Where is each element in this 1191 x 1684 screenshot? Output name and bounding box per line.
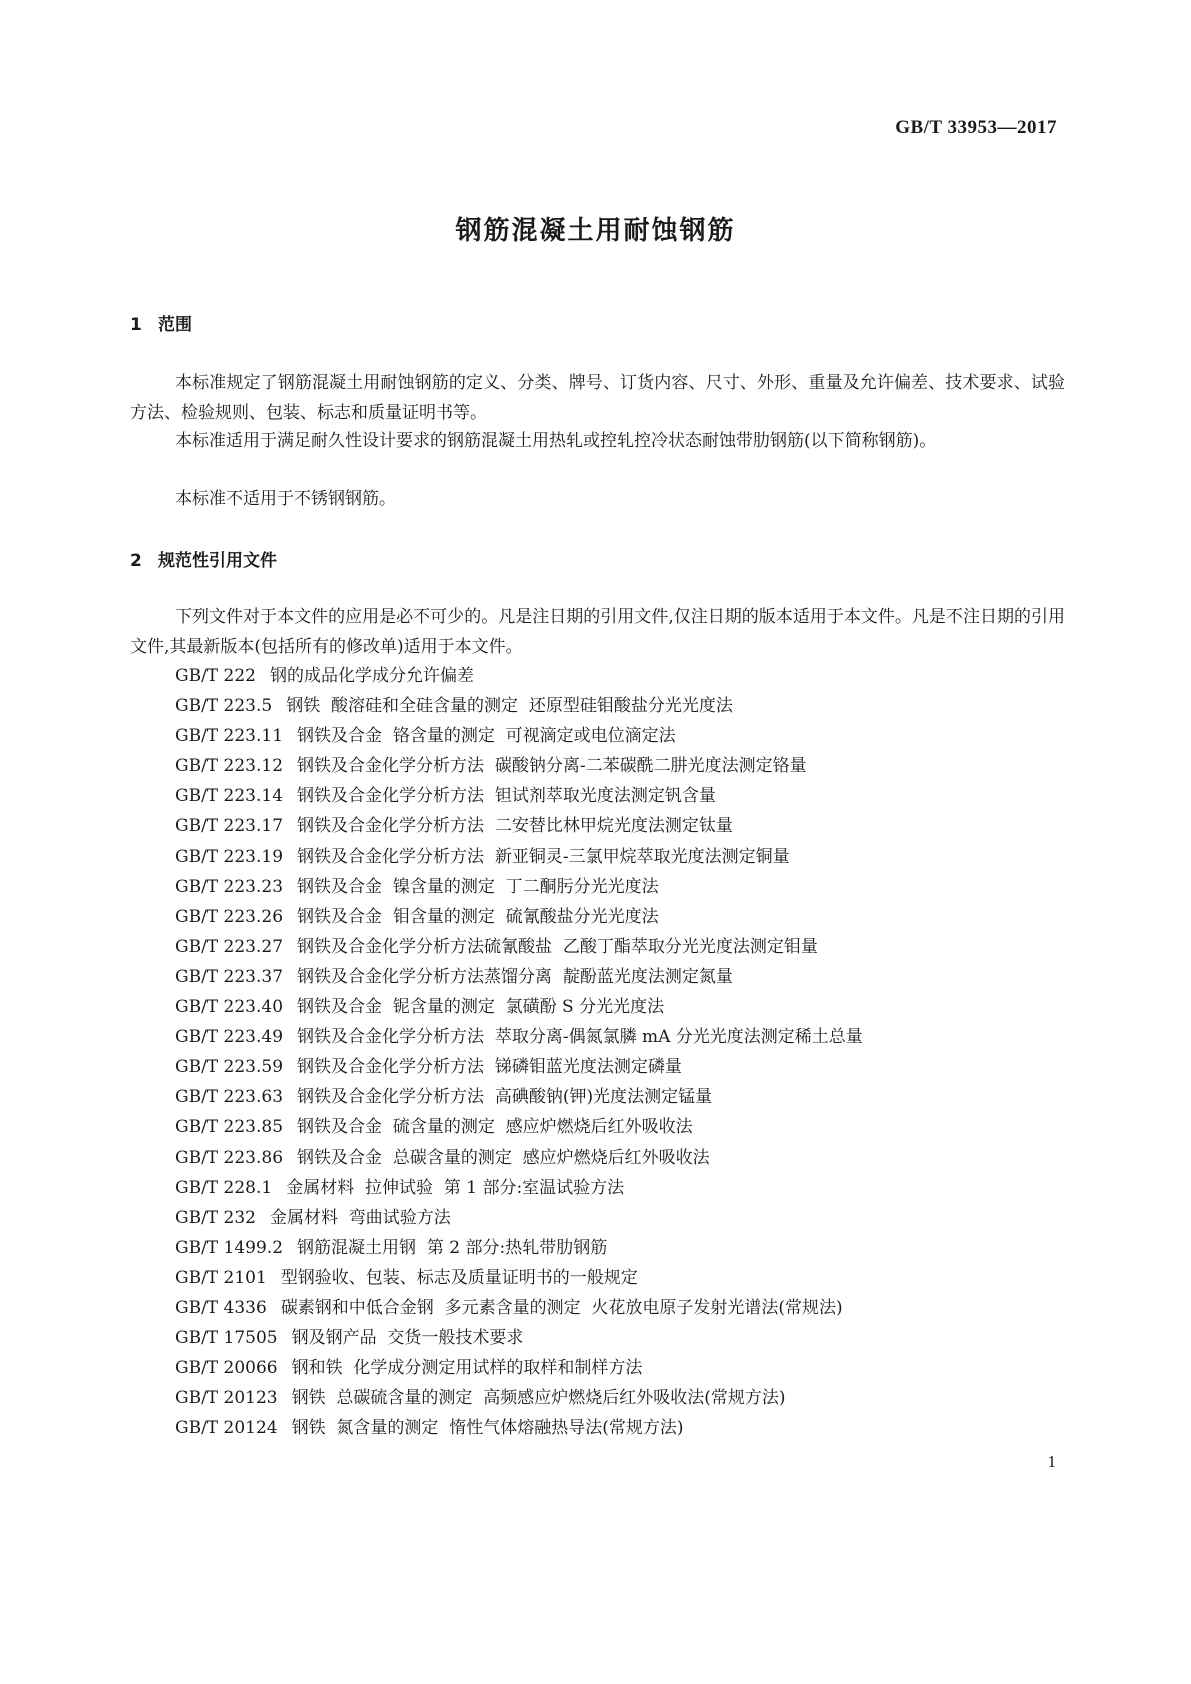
reference-title: 钢铁及合金化学分析方法 萃取分离-偶氮氯膦 mA 分光光度法测定稀土总量: [297, 1027, 863, 1048]
reference-code: GB/T 1499.2: [175, 1237, 284, 1258]
reference-item: [175, 1293, 863, 1323]
reference-code: GB/T 228.1: [175, 1177, 273, 1198]
reference-item: [175, 781, 863, 811]
scope-paragraph-2: 本标准适用于满足耐久性设计要求的钢筋混凝土用热轧或控轧控冷状态耐蚀带肋钢筋(以下简称钢筋)。: [175, 431, 937, 451]
reference-code: GB/T 232: [175, 1207, 256, 1228]
reference-code: GB/T 223.37: [175, 966, 284, 987]
reference-code: GB/T 223.5: [175, 696, 273, 717]
document-title: 钢筋混凝土用耐蚀钢筋: [455, 216, 736, 246]
reference-code: GB/T 223.63: [175, 1087, 284, 1108]
reference-title: 钢的成品化学成分允许偏差: [270, 666, 474, 686]
reference-title: 钢铁及合金 铌含量的测定 氯磺酚 S 分光光度法: [297, 997, 665, 1018]
reference-item: [175, 1353, 863, 1383]
reference-item: [175, 1173, 863, 1203]
reference-title: 钢铁及合金化学分析方法硫氰酸盐 乙酸丁酯萃取分光光度法测定钼量: [297, 936, 818, 957]
reference-code: GB/T 20124: [175, 1418, 278, 1439]
reference-item: [175, 872, 863, 902]
reference-title: 钢铁 酸溶硅和全硅含量的测定 还原型硅钼酸盐分光光度法: [286, 696, 733, 717]
reference-item: [175, 811, 863, 841]
reference-item: [175, 1082, 863, 1112]
reference-code: GB/T 223.12: [175, 756, 284, 777]
reference-code: GB/T 223.11: [175, 726, 284, 747]
reference-title: 钢铁及合金化学分析方法 锑磷钼蓝光度法测定磷量: [297, 1057, 682, 1078]
reference-title: 钢铁及合金 镍含量的测定 丁二酮肟分光光度法: [297, 876, 659, 897]
reference-title: 钢及钢产品 交货一般技术要求: [291, 1328, 524, 1349]
reference-code: GB/T 223.86: [175, 1147, 284, 1168]
reference-item: [175, 1052, 863, 1082]
reference-code: GB/T 4336: [175, 1297, 267, 1318]
reference-item: [175, 721, 863, 751]
scope-paragraph-3: 本标准不适用于不锈钢钢筋。: [175, 489, 396, 509]
reference-code: GB/T 2101: [175, 1267, 267, 1288]
reference-item: [175, 842, 863, 872]
reference-code: GB/T 222: [175, 666, 256, 686]
reference-code: GB/T 223.40: [175, 997, 284, 1018]
section-heading-normative-references: [130, 546, 277, 571]
references-intro-paragraph: 下列文件对于本文件的应用是必不可少的。凡是注日期的引用文件,仅注日期的版本适用于本文件。凡是不注日期的引用文件,其最新版本(包括所有的修改单)适用于本文件。: [130, 607, 1065, 657]
reference-list: [175, 661, 863, 1443]
reference-item: [175, 1022, 863, 1052]
page-number: 1: [1047, 1452, 1056, 1471]
section-number: 2: [130, 551, 142, 571]
reference-code: GB/T 223.14: [175, 786, 284, 807]
section-number: 1: [130, 315, 142, 335]
reference-title: 钢铁及合金化学分析方法蒸馏分离 靛酚蓝光度法测定氮量: [297, 966, 733, 987]
reference-title: 钢铁及合金化学分析方法 二安替比林甲烷光度法测定钛量: [297, 816, 733, 837]
reference-code: GB/T 223.49: [175, 1027, 284, 1048]
reference-item: [175, 1143, 863, 1173]
reference-title: 钢铁及合金化学分析方法 钽试剂萃取光度法测定钒含量: [297, 786, 716, 807]
reference-item: [175, 1203, 863, 1233]
reference-item: [175, 932, 863, 962]
reference-item: [175, 691, 863, 721]
reference-title: 钢铁及合金 钼含量的测定 硫氰酸盐分光光度法: [297, 906, 659, 927]
reference-title: 钢铁及合金 总碳含量的测定 感应炉燃烧后红外吸收法: [297, 1147, 710, 1168]
reference-title: 钢铁 总碳硫含量的测定 高频感应炉燃烧后红外吸收法(常规方法): [291, 1388, 786, 1409]
section-title: 范围: [158, 315, 192, 335]
reference-code: GB/T 20066: [175, 1358, 278, 1379]
reference-code: GB/T 223.19: [175, 846, 284, 867]
reference-title: 型钢验收、包装、标志及质量证明书的一般规定: [280, 1267, 638, 1288]
scope-paragraph-1: 本标准规定了钢筋混凝土用耐蚀钢筋的定义、分类、牌号、订货内容、尺寸、外形、重量及允许偏差、技术要求、试验方法、检验规则、包装、标志和质量证明书等。: [130, 373, 1065, 423]
section-heading-scope: [130, 310, 192, 335]
reference-code: GB/T 17505: [175, 1328, 278, 1349]
reference-item: [175, 1323, 863, 1353]
reference-item: [175, 1263, 863, 1293]
standard-code: GB/T 33953—2017: [895, 117, 1057, 138]
section-title: 规范性引用文件: [158, 551, 277, 571]
reference-title: 金属材料 拉伸试验 第 1 部分:室温试验方法: [286, 1177, 625, 1198]
reference-item: [175, 992, 863, 1022]
reference-item: [175, 1413, 863, 1443]
reference-item: [175, 661, 863, 691]
reference-title: 钢和铁 化学成分测定用试样的取样和制样方法: [291, 1358, 643, 1379]
reference-title: 钢铁及合金化学分析方法 新亚铜灵-三氯甲烷萃取光度法测定铜量: [297, 846, 790, 867]
reference-title: 钢铁及合金 铬含量的测定 可视滴定或电位滴定法: [297, 726, 676, 747]
reference-code: GB/T 223.23: [175, 876, 284, 897]
reference-code: GB/T 223.27: [175, 936, 284, 957]
reference-code: GB/T 223.26: [175, 906, 284, 927]
reference-item: [175, 902, 863, 932]
reference-item: [175, 1383, 863, 1413]
reference-title: 金属材料 弯曲试验方法: [270, 1207, 451, 1228]
reference-item: [175, 751, 863, 781]
reference-title: 钢铁 氮含量的测定 惰性气体熔融热导法(常规方法): [291, 1418, 684, 1439]
reference-title: 碳素钢和中低合金钢 多元素含量的测定 火花放电原子发射光谱法(常规法): [280, 1297, 843, 1318]
reference-title: 钢筋混凝土用钢 第 2 部分:热轧带肋钢筋: [297, 1237, 608, 1258]
reference-code: GB/T 223.85: [175, 1117, 284, 1138]
reference-item: [175, 1233, 863, 1263]
reference-code: GB/T 223.17: [175, 816, 284, 837]
reference-code: GB/T 20123: [175, 1388, 278, 1409]
reference-title: 钢铁及合金 硫含量的测定 感应炉燃烧后红外吸收法: [297, 1117, 693, 1138]
reference-code: GB/T 223.59: [175, 1057, 284, 1078]
reference-item: [175, 1112, 863, 1142]
reference-title: 钢铁及合金化学分析方法 高碘酸钠(钾)光度法测定锰量: [297, 1087, 713, 1108]
reference-title: 钢铁及合金化学分析方法 碳酸钠分离-二苯碳酰二肼光度法测定铬量: [297, 756, 807, 777]
reference-item: [175, 962, 863, 992]
